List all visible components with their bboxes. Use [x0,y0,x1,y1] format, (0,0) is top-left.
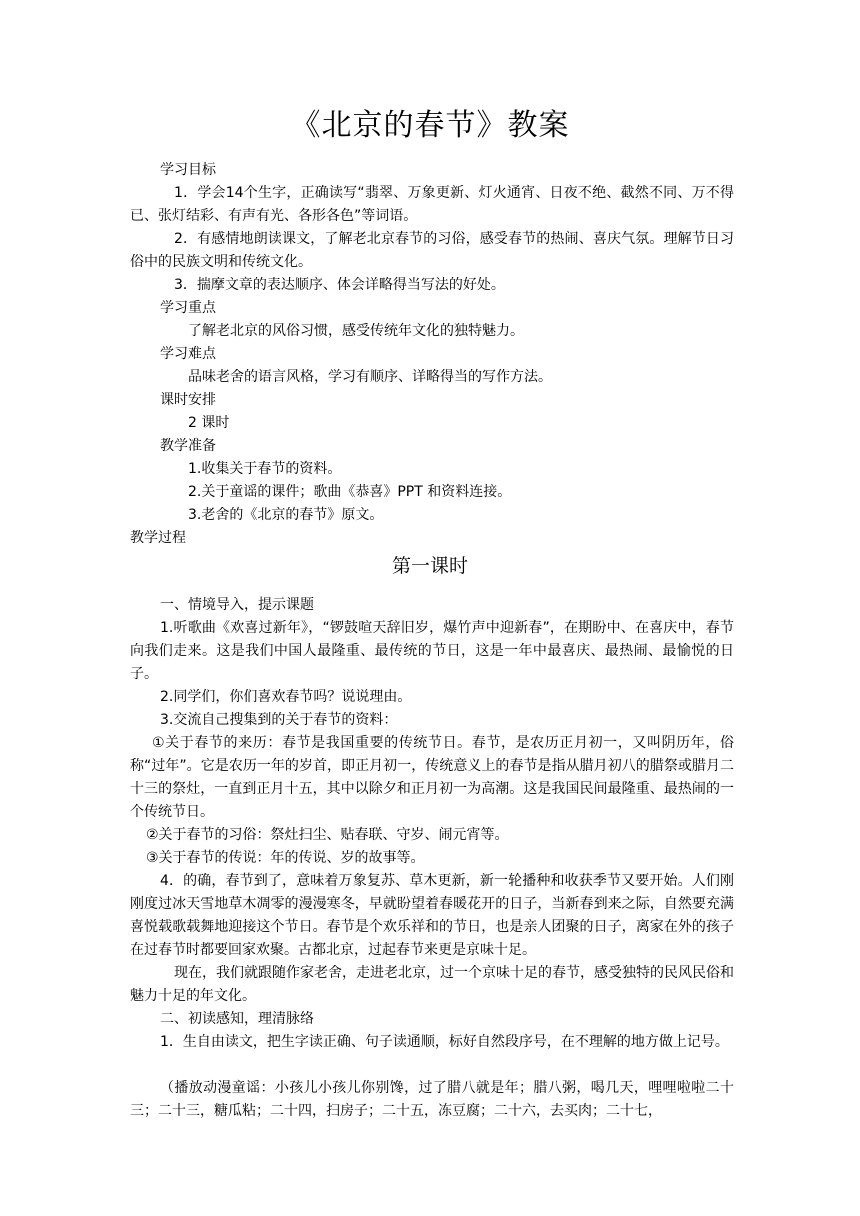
section-2-para-1: 1．生自由读文，把生字读正确、句子读通顺，标好自然段序号，在不理解的地方做上记号。 [160,1034,729,1050]
goal-item-2: 2．有感情地朗读课文，了解老北京春节的习俗，感受春节的热闹、喜庆气氛。理解节日习俗中的民族文明和传统文化。 [130,231,734,270]
document-title: 《北京的春节》教案 [290,108,570,143]
difficulties-text: 品味老舍的语言风格，学习有顺序、详略得当的写作方法。 [188,369,552,385]
section-1-custom-customs: ②关于春节的习俗：祭灶扫尘、贴春联、守岁、闹元宵等。 [146,827,509,843]
section-1-para-4: 4．的确，春节到了，意味着万象复苏、草木更新，新一轮播种和收获季节又要开始。人们刚刚度过冰天雪地草木凋零的漫漫寒冬，早就盼望着春暖花开的日子，当新春到来之际，自然要充满喜悦载歌载舞地迎接这个节日。春节是个欢乐祥和的节日，也是亲人团聚的日子，离家在外的孩子在过春节时都要回家欢聚。古都北京，过起春节来更是京味十足。 [130,873,734,958]
heading-preparation: 教学准备 [160,438,216,454]
section-1-heading: 一、情境导入，提示课题 [160,597,314,613]
heading-learning-goals: 学习目标 [160,162,216,178]
heading-teaching-process: 教学过程 [130,530,186,546]
prep-item-3: 3.老舍的《北京的春节》原文。 [188,507,384,523]
heading-key-points: 学习重点 [160,300,216,316]
heading-schedule: 课时安排 [160,392,216,408]
section-2-para-2: （播放动漫童谣：小孩儿小孩儿你别馋，过了腊八就是年；腊八粥，喝几天，哩哩啦啦二十三；二十三，糖瓜粘；二十四，扫房子；二十五，冻豆腐；二十六，去买肉；二十七， [130,1080,734,1119]
section-2-heading: 二、初读感知，理清脉络 [160,1011,314,1027]
section-1-para-5: 现在，我们就跟随作家老舍，走进老北京，过一个京味十足的春节，感受独特的民风民俗和魅力十足的年文化。 [130,965,734,1004]
section-1-custom-legends: ③关于春节的传说：年的传说、岁的故事等。 [146,850,425,866]
section-1-para-1: 1.听歌曲《欢喜过新年》，“锣鼓喧天辞旧岁，爆竹声中迎新春”，在期盼中、在喜庆中，春节向我们走来。这是我们中国人最隆重、最传统的节日，这是一年中最喜庆、最热闹、最愉悦的日子。 [130,620,734,682]
heading-difficulties: 学习难点 [160,346,216,362]
key-points-text: 了解老北京的风俗习惯，感受传统年文化的独特魅力。 [188,323,524,339]
section-1-para-2: 2.同学们，你们喜欢春节吗？说说理由。 [160,689,412,705]
schedule-text: 2 课时 [188,415,230,431]
goal-item-3: 3．揣摩文章的表达顺序、体会详略得当写法的好处。 [174,277,505,293]
section-1-custom-origin: ①关于春节的来历：春节是我国重要的传统节日。春节，是农历正月初一，又叫阴历年，俗称“过年”。它是农历一年的岁首，即正月初一，传统意义上的春节是指从腊月初八的腊祭或腊月二十三的祭灶，一直到正月十五，其中以除夕和正月初一为高潮。这是我国民间最隆重、最热闹的一个传统节日。 [130,735,734,820]
goal-item-1: 1．学会14个生字，正确读写“翡翠、万象更新、灯火通宵、日夜不绝、截然不同、万不得已、张灯结彩、有声有光、各形各色”等词语。 [130,185,734,224]
prep-item-2: 2.关于童谣的课件；歌曲《恭喜》PPT 和资料连接。 [188,484,512,500]
prep-item-1: 1.收集关于春节的资料。 [188,461,342,477]
lesson-1-title: 第一课时 [391,555,468,577]
section-1-para-3: 3.交流自己搜集到的关于春节的资料： [160,712,398,728]
